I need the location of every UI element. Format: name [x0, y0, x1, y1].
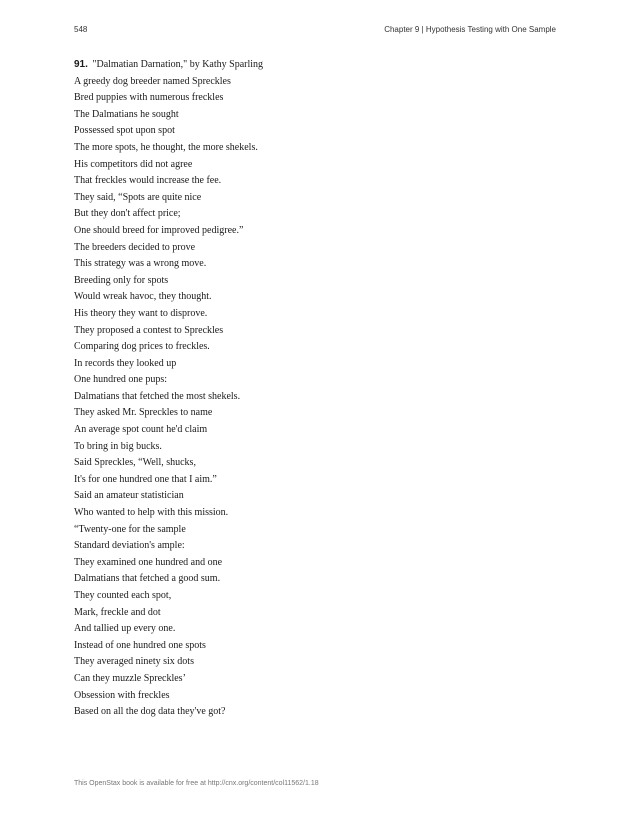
poem-line: His competitors did not agree: [74, 158, 193, 170]
poem-line: Dalmatians that fetched the most shekels.: [74, 390, 241, 402]
poem-line: That freckles would increase the fee.: [74, 175, 222, 187]
poem-line: One should breed for improved pedigree.”: [74, 224, 244, 236]
poem-line: But they don't affect price;: [74, 208, 181, 220]
poem: [74, 74, 554, 721]
footer-note: This OpenStax book is available for free at http://cnx.org/content/col11562/1.18: [74, 780, 319, 787]
poem-line: They asked Mr. Spreckles to name: [74, 407, 213, 419]
problem-number: 91.: [74, 59, 88, 70]
page-number: 548: [74, 25, 88, 34]
poem-line: Comparing dog prices to freckles.: [74, 341, 210, 353]
poem-line: Breeding only for spots: [74, 274, 169, 286]
poem-line: “Twenty-one for the sample: [74, 523, 186, 535]
poem-line: They averaged ninety six dots: [74, 656, 194, 668]
poem-line: Would wreak havoc, they thought.: [74, 291, 212, 303]
poem-line: To bring in big bucks.: [74, 440, 162, 452]
poem-line: A greedy dog breeder named Spreckles: [74, 75, 231, 87]
poem-line: They counted each spot,: [74, 590, 172, 601]
poem-line: Said Spreckles, “Well, shucks,: [74, 457, 196, 469]
poem-line: The Dalmatians he sought: [74, 108, 179, 120]
poem-line: Mark, freckle and dot: [74, 606, 161, 618]
poem-line: Instead of one hundred one spots: [74, 639, 206, 651]
poem-line: One hundred one pups:: [74, 374, 168, 386]
problem-91: [74, 57, 554, 721]
poem-line: Who wanted to help with this mission.: [74, 507, 229, 519]
poem-line: It's for one hundred one that I aim.”: [74, 473, 217, 485]
problem-title-line: [74, 57, 554, 74]
poem-line: And tallied up every one.: [74, 623, 176, 635]
poem-line: This strategy was a wrong move.: [74, 258, 207, 270]
poem-line: The breeders decided to prove: [74, 241, 196, 253]
poem-line: Obsession with freckles: [74, 689, 170, 701]
poem-line: Bred puppies with numerous freckles: [74, 92, 224, 104]
poem-line: They said, “Spots are quite nice: [74, 191, 202, 203]
poem-line: His theory they want to disprove.: [74, 307, 208, 319]
poem-line: The more spots, he thought, the more shekels.: [74, 141, 258, 153]
poem-line: In records they looked up: [74, 357, 177, 369]
poem-line: Said an amateur statistician: [74, 490, 184, 502]
poem-line: Can they muzzle Spreckles’: [74, 672, 186, 684]
poem-line: Standard deviation's ample:: [74, 540, 185, 552]
poem-line: Possessed spot upon spot: [74, 125, 175, 137]
poem-line: An average spot count he'd claim: [74, 424, 208, 436]
poem-line: Based on all the dog data they've got?: [74, 706, 226, 718]
problem-title: "Dalmatian Darnation," by Kathy Sparling: [92, 59, 264, 70]
chapter-header: Chapter 9 | Hypothesis Testing with One Sample: [384, 25, 556, 34]
poem-line: They proposed a contest to Spreckles: [74, 324, 224, 336]
poem-line: Dalmatians that fetched a good sum.: [74, 573, 221, 585]
poem-line: They examined one hundred and one: [74, 556, 223, 568]
